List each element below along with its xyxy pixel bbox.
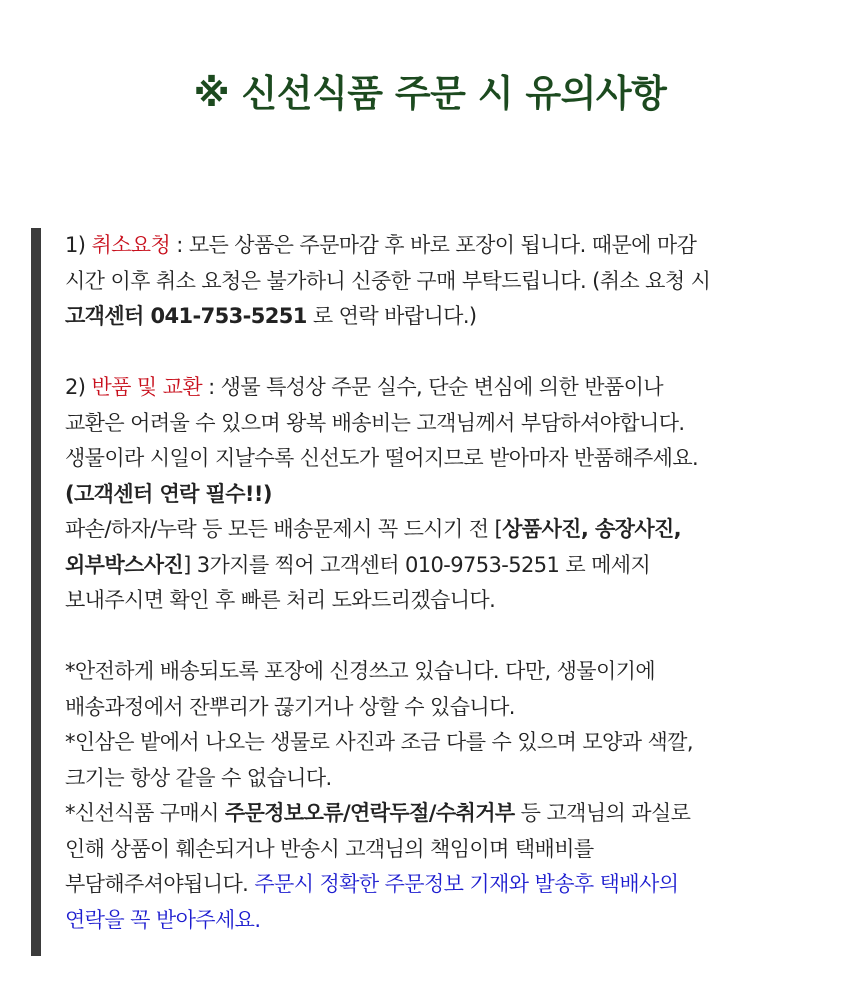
cancel-notice-number: 1) (65, 233, 92, 257)
cancel-notice-text-3: 로 연락 바랍니다.) (306, 304, 477, 328)
general-note-text-7: 부담해주셔야됩니다. (65, 872, 255, 896)
return-notice-line-1 (65, 370, 811, 406)
customer-fault-list: 주문정보오류/연락두절/수취거부 (224, 801, 515, 825)
return-notice-line-3: 생물이라 시일이 지날수록 신선도가 떨어지므로 받아마자 반품해주세요. (65, 446, 699, 470)
customer-center-phone-1: 고객센터 041-753-5251 (65, 304, 307, 328)
cancel-notice-line-1 (65, 228, 811, 264)
return-notice-line-6 (65, 548, 811, 584)
required-photos-1: 상품사진, 송장사진, (502, 517, 682, 541)
general-note-line-7 (65, 867, 811, 903)
contact-required-note: (고객센터 연락 필수!!) (65, 481, 272, 506)
general-note-text-5: *신선식품 구매시 (65, 801, 225, 825)
cancel-request-heading: 취소요청 (91, 233, 171, 257)
page-title: ※ 신선식품 주문 시 유의사항 (193, 72, 667, 115)
order-info-reminder-1: 주문시 정확한 주문정보 기재와 발송후 택배사의 (254, 872, 679, 896)
return-notice-line-2: 교환은 어려울 수 있으며 왕복 배송비는 고객님께서 부담하셔야합니다. (65, 410, 685, 435)
cancel-notice-line-2: 시간 이후 취소 요청은 불가하니 신중한 구매 부탁드립니다. (취소 요청 시 (65, 268, 711, 293)
return-exchange-heading: 반품 및 교환 (91, 375, 203, 399)
general-note-line-2: 배송과정에서 잔뿌리가 끊기거나 상할 수 있습니다. (65, 694, 515, 719)
general-note-line-6: 인해 상품이 훼손되거나 반송시 고객님의 책임이며 택배비를 (65, 836, 594, 861)
return-notice-text-1: : 생물 특성상 주문 실수, 단순 변심에 의한 반품이나 (202, 375, 663, 399)
general-note-line-1: *안전하게 배송되도록 포장에 신경쓰고 있습니다. 다만, 생물이기에 (65, 659, 656, 683)
cancel-notice-text-1: : 모든 상품은 주문마감 후 바로 포장이 됩니다. 때문에 마감 (170, 233, 697, 257)
cancel-notice-line-3 (65, 299, 811, 335)
spacer (65, 619, 811, 655)
notice-block (31, 228, 811, 956)
spacer (65, 335, 811, 371)
general-note-text-5b: 등 고객님의 과실로 (514, 801, 691, 825)
return-notice-text-5: 파손/하자/누락 등 모든 배송문제시 꼭 드시기 전 [ (65, 517, 503, 541)
return-notice-line-5 (65, 512, 811, 548)
return-notice-line-7: 보내주시면 확인 후 빠른 처리 도와드리겠습니다. (65, 588, 496, 612)
general-note-line-3: *인삼은 밭에서 나오는 생물로 사진과 조금 다를 수 있으며 모양과 색깔, (65, 730, 693, 754)
return-notice-number: 2) (65, 375, 92, 399)
order-info-reminder-2: 연락을 꼭 받아주세요. (65, 907, 261, 932)
general-note-line-4: 크기는 항상 같을 수 없습니다. (65, 765, 332, 790)
general-note-line-5 (65, 796, 811, 832)
return-notice-text-6: ] 3가지를 찍어 고객센터 010-9753-5251 로 메세지 (183, 552, 651, 577)
required-photos-2: 외부박스사진 (65, 552, 184, 577)
